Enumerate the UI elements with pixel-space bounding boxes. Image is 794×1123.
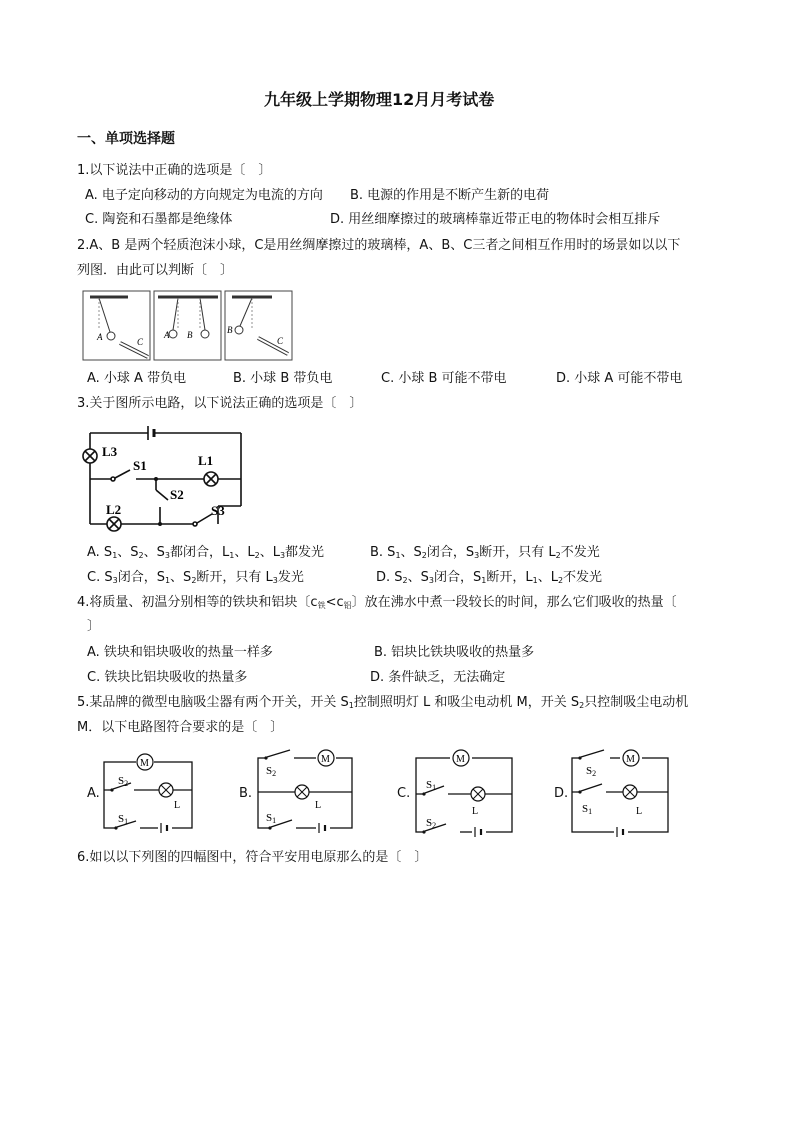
question-3-option-b: B. $S_1$、$S_2$闭合，$S_3$断开，只有 $L_2$不发光	[370, 545, 600, 560]
switch-label: S2	[586, 765, 597, 778]
label-s1: S1	[133, 458, 147, 473]
question-3-option-a: A. $S_1$、$S_2$、$S_3$都闭合，$L_1$、$L_2$、$L_3$都发光	[87, 545, 325, 560]
question-3-option-d: D. $S_2$、$S_3$闭合，$S_1$断开，$L_1$、$L_2$不发光	[376, 570, 603, 585]
question-4-stem-line1: 4.将质量、初温分别相等的铁块和铝块〔$c_铁<c_铝$〕放在沸水中煮一段较长的时间，那么它们吸收的热量〔	[77, 595, 677, 610]
q5-circuit-b	[252, 744, 356, 836]
question-3-option-c: C. $S_3$闭合，$S_1$、$S_2$断开，只有 $L_3$发光	[87, 570, 304, 585]
switch-label: S1	[582, 803, 593, 816]
question-1-option-a: A. 电子定向移动的方向规定为电流的方向	[85, 188, 323, 203]
question-4-option-b: B. 铝块比铁块吸收的热量多	[374, 645, 535, 660]
question-3-stem: 3.关于图所示电路，以下说法正确的选项是〔 〕	[77, 396, 363, 411]
label-l1: L1	[198, 453, 214, 468]
label-l3: L3	[102, 444, 118, 459]
label-l2: L2	[106, 502, 122, 517]
switch-label: S2	[266, 765, 277, 778]
question-1-stem: 1.以下说法中正确的选项是〔 〕	[77, 163, 272, 178]
switch-label: S1	[266, 812, 277, 825]
label-s2: S2	[170, 487, 184, 502]
question-5-stem-line1: 5.某品牌的微型电脑吸尘器有两个开关，开关 $S_1$控制照明灯 L 和吸尘电动机 M，开关 $S_2$只控制吸尘电动机	[77, 695, 689, 710]
q5-option-label-a: A.	[87, 786, 100, 801]
question-4-option-d: D. 条件缺乏，无法确定	[370, 670, 506, 685]
question-4-option-c: C. 铁块比铝块吸收的热量多	[87, 670, 248, 685]
q5-option-label-c: C.	[397, 786, 411, 801]
question-2-figure	[82, 290, 294, 362]
switch-label: S2	[118, 775, 129, 788]
motor-label: M	[140, 758, 149, 769]
question-2-stem-line2: 列图．由此可以判断〔 〕	[77, 263, 234, 278]
question-6-stem: 6.如以以下列图的四幅图中，符合平安用电原那么的是〔 〕	[77, 850, 428, 865]
lamp-label: L	[174, 800, 181, 811]
question-3-circuit	[78, 422, 248, 532]
fig-label-a: A	[164, 330, 170, 340]
question-2-option-b: B. 小球 B 带负电	[233, 371, 333, 386]
lamp-label: L	[472, 806, 479, 817]
motor-label: M	[321, 754, 330, 765]
motor-label: M	[626, 754, 635, 765]
lamp-label: L	[315, 800, 322, 811]
fig-label-c: C	[137, 337, 144, 347]
q5-circuit-c	[410, 744, 518, 840]
fig-label-a: A	[97, 332, 103, 342]
fig-label-b: B	[187, 330, 193, 340]
question-2-option-d: D. 小球 A 可能不带电	[556, 371, 683, 386]
question-5-stem-line2: M．以下电路图符合要求的是〔 〕	[77, 720, 284, 735]
lamp-label: L	[636, 806, 643, 817]
fig-label-b: B	[227, 325, 233, 335]
question-1-option-c: C. 陶瓷和石墨都是绝缘体	[85, 212, 233, 227]
question-2-option-a: A. 小球 A 带负电	[87, 371, 187, 386]
motor-label: M	[456, 754, 465, 765]
q5-circuit-d	[566, 744, 674, 840]
question-1-option-d: D. 用丝细摩擦过的玻璃棒靠近带正电的物体时会相互排斥	[330, 212, 661, 227]
section-heading: 一、单项选择题	[77, 131, 175, 147]
fig-label-c: C	[277, 336, 284, 346]
switch-label: S1	[118, 813, 129, 826]
switch-label: S2	[426, 817, 437, 830]
question-4-option-a: A. 铁块和铝块吸收的热量一样多	[87, 645, 273, 660]
question-2-option-c: C. 小球 B 可能不带电	[381, 371, 507, 386]
page-title: 九年级上学期物理12月月考试卷	[264, 90, 495, 109]
q5-circuit-a	[98, 744, 198, 836]
question-2-stem-line1: 2.A、B 是两个轻质泡沫小球，C是用丝绸摩擦过的玻璃棒，A、B、C三者之间相互作用时的场景如以以下	[77, 238, 681, 253]
q5-option-label-d: D.	[554, 786, 569, 801]
label-s3: S3	[211, 503, 225, 518]
question-1-option-b: B. 电源的作用是不断产生新的电荷	[350, 188, 550, 203]
q5-option-label-b: B.	[239, 786, 253, 801]
switch-label: S1	[426, 779, 437, 792]
question-4-stem-line2: 〕	[87, 619, 101, 634]
